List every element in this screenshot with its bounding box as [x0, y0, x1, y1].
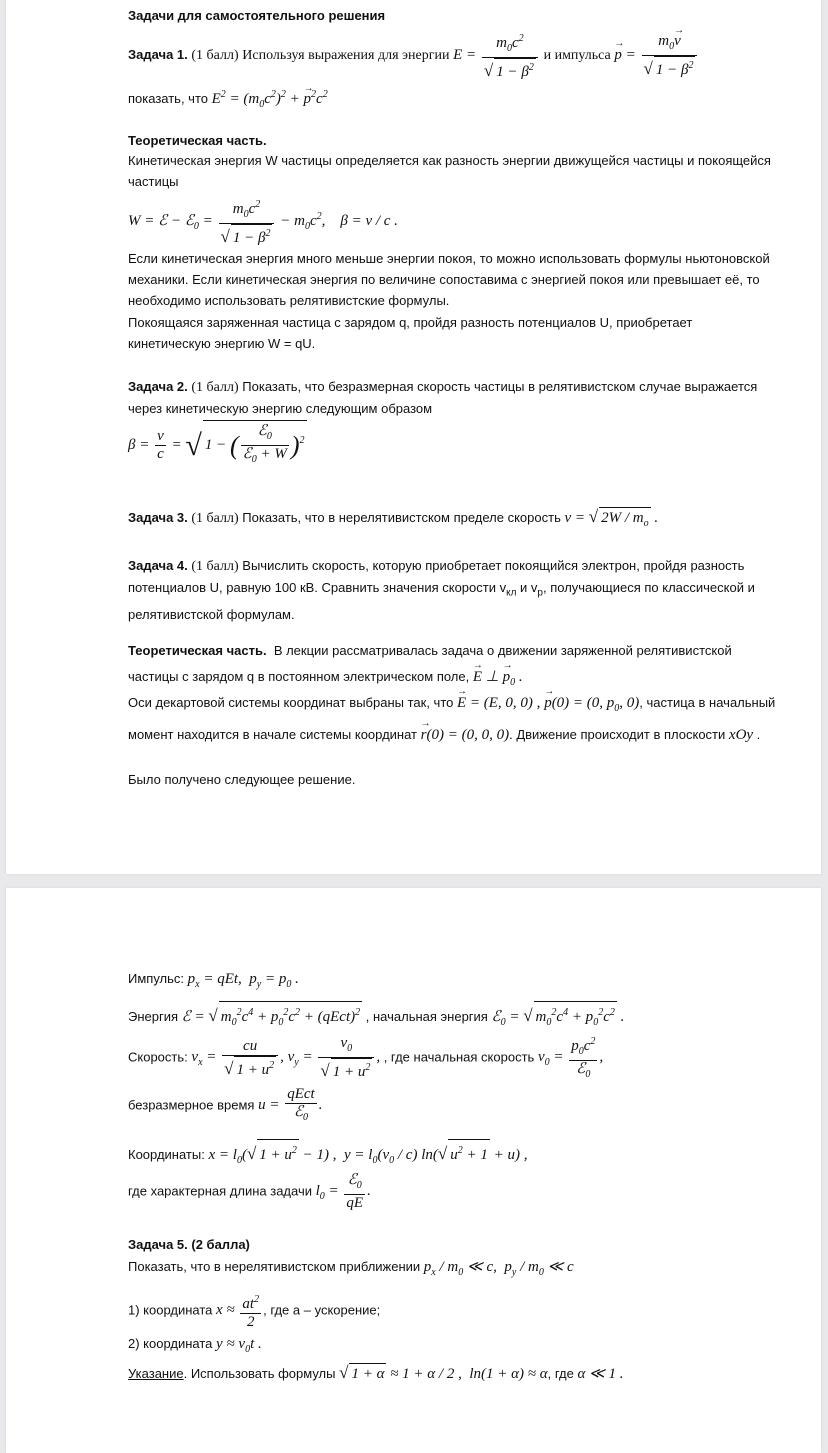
task-4: Задача 4. (1 балл) Вычислить скорость, которую приобретает покоящийся электрон, пройдя разность потенциалов U, равную 100 кВ. Сравнить значения скорости $v_{кл}$ и $v_р$, получающиеся по классической и релятивистской формулам. — [128, 558, 755, 622]
page-heading: Задачи для самостоятельного решения — [128, 8, 386, 23]
task-5-title: Задача 5. (2 балла) — [128, 1237, 250, 1252]
beta-formula: β = $\frac{v}{c}$ = √ 1 − ( $\frac{ℰ_0}{ℰ_0 + W}$ )$^2$ — [128, 420, 778, 468]
task-5-item-2: 2) координата $y \approx v_0t$ . — [128, 1336, 262, 1355]
task-1-goal: показать, что $E^2 = (m_0c^2)^2$ + → $p^2c^2$ — [128, 84, 778, 115]
task-2: Задача 2. (1 балл) Показать, что безразмерная скорость частицы в релятивистском случае выражается через кинетическую энергию следующим образом — [128, 379, 758, 416]
time-line: безразмерное время u = $\frac{\text{qEct}}{ℰ_0}$ . — [128, 1086, 778, 1126]
theory-2-p3: Было получено следующее решение. — [128, 772, 356, 787]
task-3: Задача 3. (1 балл) Показать, что в нерелятивистском пределе скорость v = √ $2W / m_o$ . — [128, 506, 778, 534]
coords-line: Координаты: $x = l_0(√$ $1 + u^2 - 1$) , $y = l_0(v_0 / c)$ ln(√ $u^2 + 1 + u$) , — [128, 1139, 778, 1171]
theory-1-title: Теоретическая часть. — [128, 133, 267, 148]
energy-formula: E = $\frac{m_0c^2}{√ 1 - \beta^2}$ — [453, 47, 543, 63]
speed-line: Скорость: $v_x$ = $\frac{cu}{√ 1 + u^2}$ , $v_y$ = $\frac{v_0}{√ 1 + u^2}$ , , где начальная скорость $v_0$ = $\frac{p_0c^2}{ℰ_0}$ , — [128, 1033, 778, 1083]
theory-1-p3: Покоящаяся заряженная частица с зарядом q, пройдя разность потенциалов U, приобретает кинетическую энергию W = qU. — [128, 315, 693, 351]
momentum-formula: → p = $\frac{m_0\to v}{√ 1 - \beta^2}$ — [614, 47, 699, 63]
theory-2-axes: Оси декартовой системы координат выбраны так, что → E = (E, 0, 0) , → p(0) = (0, $p_0$, 0), частица в начальный момент находится в начале системы координат → r(0) = (0, 0, 0). Движение происходит в плоскости xOy . — [128, 690, 778, 748]
task-1: Задача 1. (1 балл) Используя выражения для энергии E = $\frac{m_0c^2}{√ 1 - \beta^2}$ и импульса → p = $\frac{m_0\to v}{√ 1 - \beta^2}$ — [128, 30, 778, 81]
theory-1-p1: Кинетическая энергия W частицы определяется как разность энергии движущейся частицы и покоящейся частицы — [128, 153, 771, 189]
task-5-text: Показать, что в нерелятивистском приближении $p_x / m_0$ ≪ c, $p_y / m_0$ ≪ c — [128, 1259, 574, 1278]
hint-line: Указание. Использовать формулы √ 1 + α ≈ 1 + α / 2 , ln(1 + α) ≈ α, где α ≪ 1 . — [128, 1362, 778, 1385]
task-5-item-1: 1) координата x ≈ $\frac{at^2}{2}$ , где a – ускорение; — [128, 1294, 381, 1330]
theory-2: Теоретическая часть. В лекции рассматривалась задача о движении заряженной релятивистской частицы с зарядом q в постоянном электрическом поле, → E ⊥ → $p_0$ . — [128, 638, 778, 696]
document-page-1 — [6, 0, 821, 874]
document-page-2 — [6, 888, 821, 1453]
length-line: где характерная длина задачи $l_0$ = $\frac{ℰ_0}{qE}$ . — [128, 1172, 371, 1211]
kinetic-energy-formula: W = ℰ − ℰ$_0$ = $\frac{m_0c^2}{√ 1 - \beta^2}$ − $m_0c^2$, β = v / c . — [128, 199, 398, 246]
theory-1-p2: Если кинетическая энергия много меньше энергии покоя, то можно использовать формулы ньютоновской механики. Если кинетическая энергия по величине сопоставима с энергией покоя или превышает её, то необходимо использовать релятивистские формулы. — [128, 251, 770, 308]
impulse-line: Импульс: $p_x$ = qEt, $p_y = p_0$ . — [128, 971, 299, 990]
energy-line: Энергия ℰ = √ $m_0^2c^4 + p_0^2c^2$ + (qEct)$^2$ , начальная энергия ℰ$_0$ = √ $m_0^2c^4 + p_0^2c^2$ . — [128, 1001, 778, 1033]
